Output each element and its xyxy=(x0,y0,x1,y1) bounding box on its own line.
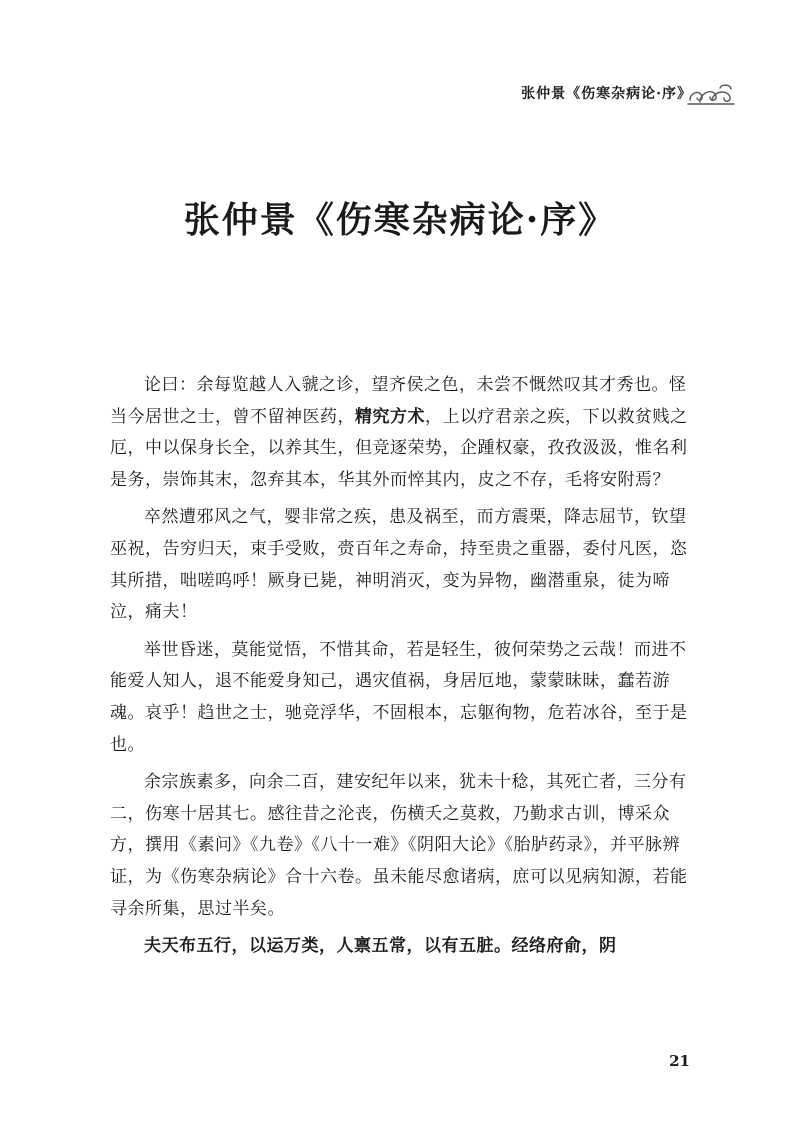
paragraph-1-text-a: 论曰：余每览越人入虢之诊，望齐侯之色，未尝不慨然叹其才秀也。怪当今居世之士，曾不留神医药， xyxy=(110,375,687,427)
paragraph-1-emphasis: 精究方术 xyxy=(355,406,425,427)
body-text xyxy=(110,370,700,969)
paragraph-1-text-b: ，上以疗君亲之疾，下以救贫贱之厄，中以保身长全，以养其生，但竞逐荣势，企踵权豪，孜孜汲汲，惟名利是务，崇饰其末，忽弃其本，华其外而悴其内，皮之不存，毛将安附焉？ xyxy=(110,406,688,490)
page-number: 21 xyxy=(669,1052,690,1070)
paragraph-2-text: 卒然遭邪风之气，婴非常之疾，患及祸至，而方震栗，降志屈节，钦望巫祝，告穷归天，束手受败，赍百年之寿命，持至贵之重器，委付凡医，恣其所措，咄嗟呜呼！厥身已毙，神明消灭，变为异物，幽潜重泉，徒为啼泣，痛夫！ xyxy=(110,507,688,623)
paragraph-4-text: 余宗族素多，向余二百，建安纪年以来，犹未十稔，其死亡者，三分有二，伤寒十居其七。感往昔之沦丧，伤横夭之莫救，乃勤求古训，博采众方，撰用《素问》《九卷》《八十一难》《阴阳大论》《胎胪药录》，并平脉辨证，为《伤寒杂病论》合十六卷。虽未能尽愈诸病，庶可以见病知源，若能寻余所集，思过半矣。 xyxy=(110,772,688,919)
paragraph-4 xyxy=(110,767,700,925)
page-title: 张仲景《伤寒杂病论·序》 xyxy=(183,199,617,241)
paragraph-3-text: 举世昏迷，莫能觉悟，不惜其命，若是轻生，彼何荣势之云哉！而进不能爱人知人，退不能爱身知己，遇灾值祸，身居厄地，蒙蒙昧昧，蠢若游魂。哀乎！趋世之士，驰竞浮华，不固根本，忘躯徇物，危若冰谷，至于是也。 xyxy=(110,639,688,755)
paragraph-1 xyxy=(110,370,700,496)
paragraph-3 xyxy=(110,635,700,761)
paragraph-5 xyxy=(110,931,700,963)
paragraph-5-text: 夫天布五行，以运万类，人禀五常，以有五脏。经络府俞，阴 xyxy=(144,936,617,957)
running-header: 张仲景《伤寒杂病论·序》 xyxy=(521,86,692,102)
cloud-ornament-icon xyxy=(686,80,736,108)
paragraph-2 xyxy=(110,502,700,628)
